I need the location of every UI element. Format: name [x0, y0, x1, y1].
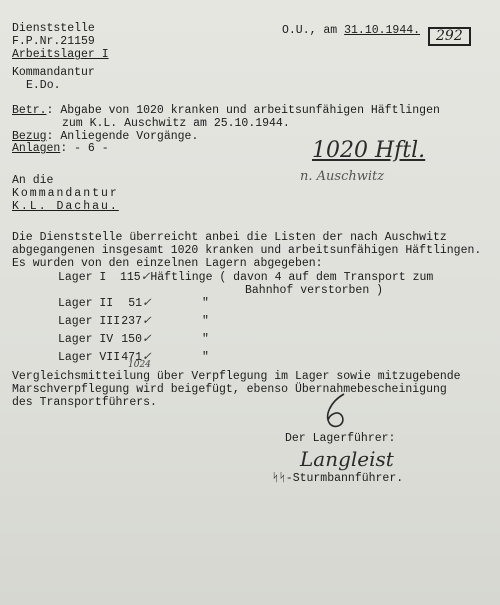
check-mark-icon: ✓	[142, 297, 152, 310]
ss-rune-prefix: ᛋᛋ-	[272, 472, 293, 485]
betr-label: Betr.	[12, 104, 47, 117]
sum-handnote: 1024	[128, 360, 151, 370]
camp-count: 471	[121, 351, 142, 364]
camp-count: 115	[120, 271, 141, 284]
camp-row	[58, 315, 209, 328]
office-line-1: Dienststelle	[12, 22, 95, 35]
check-mark-icon: ✓	[142, 333, 152, 346]
anlagen-text: : - 6 -	[60, 142, 109, 155]
camp-name: Lager III	[58, 315, 121, 328]
signature-rank: Sturmbannführer.	[292, 472, 404, 485]
handnote-destination: n. Auschwitz	[300, 169, 385, 184]
office-line-3: Arbeitslager I	[12, 48, 109, 61]
body-line-1: Die Dienststelle überreicht anbei die Listen der nach Auschwitz	[12, 231, 447, 244]
anlagen-line	[12, 142, 109, 155]
camp-suffix: "	[202, 333, 209, 346]
handwritten-mark	[316, 390, 356, 432]
camp-row-continuation: Bahnhof verstorben )	[245, 284, 384, 297]
camp-name: Lager IV	[58, 333, 114, 346]
kommandantur-label: Kommandantur	[12, 66, 95, 79]
camp-count: 150	[121, 333, 142, 346]
recipient-line-2: Kommandantur	[12, 187, 119, 200]
body-line-2: abgegangenen insgesamt 1020 kranken und arbeitsunfähigen Häftlingen.	[12, 244, 482, 257]
camp-name: Lager I	[58, 271, 107, 284]
recipient-line-1: An die	[12, 174, 54, 187]
camp-name: Lager VII	[58, 351, 121, 364]
check-mark-icon: ✓	[142, 351, 152, 364]
para2-line-3: des Transportführers.	[12, 396, 157, 409]
letter-date: 31.10.1944.	[344, 24, 421, 37]
para2-line-1: Vergleichsmitteilung über Verpflegung im Lager sowie mitzugebende	[12, 370, 461, 383]
camp-row	[58, 297, 209, 310]
camp-suffix: "	[202, 315, 209, 328]
recipient-line-3: K.L. Dachau.	[12, 200, 119, 213]
check-mark-icon: ✓	[140, 271, 151, 284]
camp-name: Lager II	[58, 297, 114, 310]
camp-row	[58, 271, 433, 284]
page-number-stamp: 292	[428, 27, 471, 46]
betr-text-1: : Abgabe von 1020 kranken und arbeitsunfähigen Häftlingen	[46, 104, 440, 117]
camp-suffix: "	[202, 297, 209, 310]
betr-line-2: zum K.L. Auschwitz am 25.10.1944.	[62, 117, 290, 130]
camp-count: 51	[128, 297, 142, 310]
camp-suffix: Häftlinge ( davon 4 auf dem Transport zum	[150, 271, 434, 284]
handnote-count: 1020 Hftl.	[312, 138, 426, 163]
place-date	[282, 24, 420, 37]
office-line-2: F.P.Nr.21159	[12, 35, 95, 48]
camp-count: 237	[121, 315, 142, 328]
signature-handwritten: Langleist	[300, 447, 394, 471]
signature-rank-line	[272, 472, 403, 485]
place-date-prefix: O.U., am	[282, 24, 345, 37]
para2-line-2: Marschverpflegung wird beigefügt, ebenso Übernahmebescheinigung	[12, 383, 447, 396]
anlagen-label: Anlagen	[12, 142, 61, 155]
bezug-label: Bezug	[12, 130, 47, 143]
body-line-3: Es wurden von den einzelnen Lagern abgegeben:	[12, 257, 323, 270]
camp-suffix: "	[202, 351, 209, 364]
camp-row	[58, 333, 209, 346]
check-mark-icon: ✓	[142, 315, 152, 328]
signature-title: Der Lagerführer:	[285, 432, 396, 445]
bezug-text: : Anliegende Vorgänge.	[46, 130, 199, 143]
betr-line-1	[12, 104, 440, 117]
edo-label: E.Do.	[26, 79, 61, 92]
